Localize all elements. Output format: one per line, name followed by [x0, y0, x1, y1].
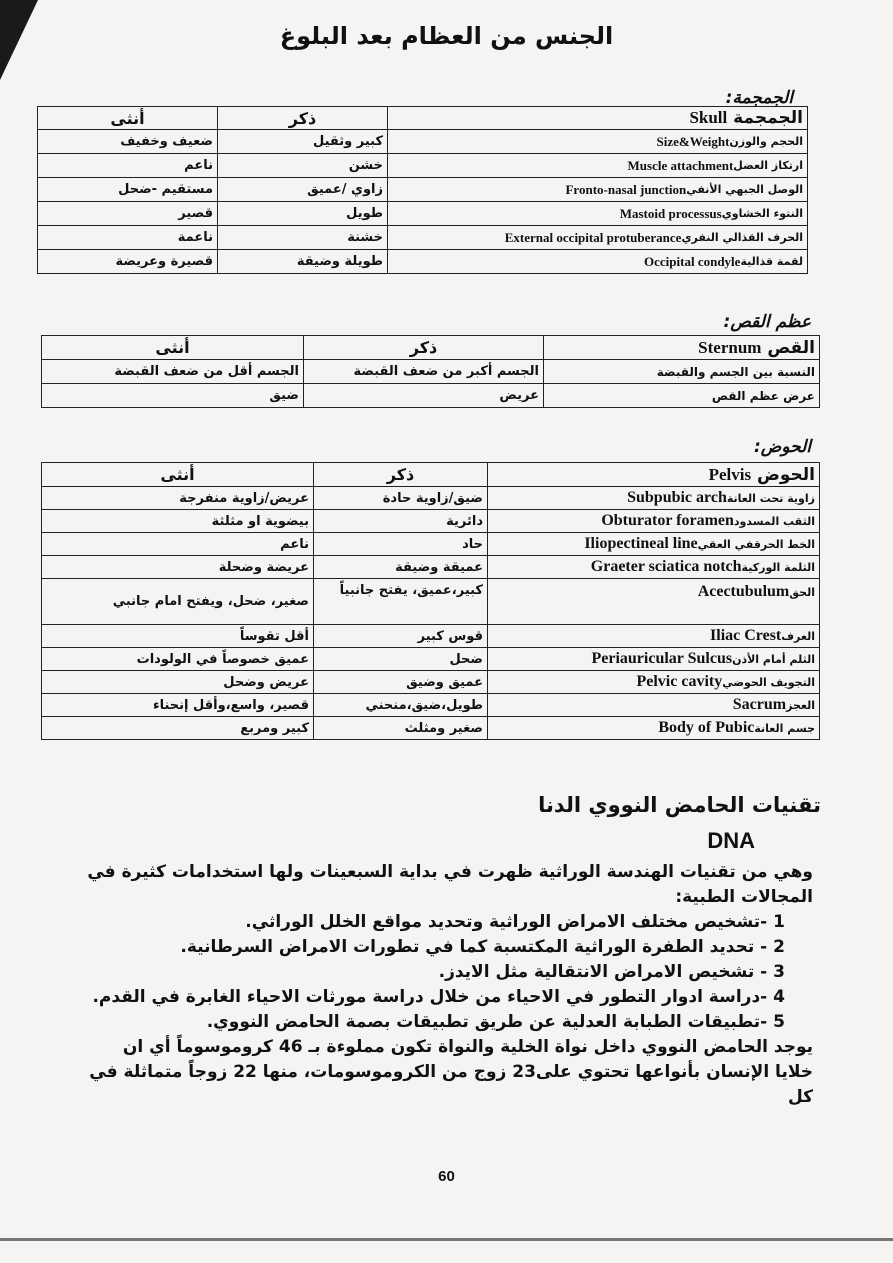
table-row: [42, 694, 820, 717]
feature-cell: [388, 226, 808, 250]
female-cell: صغير، ضحل، ويفتح امام جانبي: [42, 579, 314, 625]
feature-name-ar: العرف: [781, 629, 815, 643]
feature-cell-content: [492, 650, 815, 668]
male-cell: طويلة وضيقة: [218, 250, 388, 274]
table-row: [42, 360, 820, 384]
feature-name-en: External occipital protuberance: [504, 229, 682, 245]
skull-feature-header: الجمجمة Skull: [388, 107, 808, 130]
female-cell: بيضوية او مثلثة: [42, 510, 314, 533]
female-cell: عريض وضحل: [42, 671, 314, 694]
feature-cell-content: [392, 206, 803, 222]
table-header-row: [42, 463, 820, 487]
male-header: ذكر: [314, 463, 488, 487]
feature-cell: [388, 154, 808, 178]
table-header-row: [42, 336, 820, 360]
feature-name-en: Acectubulum: [697, 583, 790, 600]
feature-name-ar: الثلم أمام الأذن: [732, 652, 815, 666]
skull-table: [37, 106, 808, 274]
pelvis-feature-header: الحوض Pelvis: [488, 463, 820, 487]
feature-name-ar: الحرف القذالي النفري: [681, 231, 803, 244]
feature-cell-content: [392, 182, 803, 198]
feature-name-en: Mastoid processus: [619, 205, 722, 221]
feature-name-en: Iliopectineal line: [584, 535, 698, 552]
table-row: [38, 226, 808, 250]
table-row: [42, 510, 820, 533]
page-bottom-edge: [0, 1238, 893, 1241]
table-row: [42, 717, 820, 740]
female-cell: ناعمة: [38, 226, 218, 250]
male-cell: خشنة: [218, 226, 388, 250]
female-cell: ضيق: [42, 384, 304, 408]
feature-cell-content: [492, 535, 815, 553]
feature-name-ar: الخط الحرقفي العقي: [697, 537, 815, 551]
feature-cell-content: [392, 158, 803, 174]
feature-name-en: Periauricular Sulcus: [591, 650, 733, 667]
feature-cell-content: [492, 627, 815, 645]
feature-cell: [488, 556, 820, 579]
female-cell: عريض/زاوية منفرجة: [42, 487, 314, 510]
feature-name-en: Muscle attachment: [627, 157, 734, 173]
feature-name-ar: النتوء الخشاوي: [721, 207, 803, 220]
feature-cell-content: [492, 489, 815, 507]
feature-cell: [488, 648, 820, 671]
male-cell: الجسم أكبر من ضعف القبضة: [304, 360, 544, 384]
male-cell: ضيق/زاوية حادة: [314, 487, 488, 510]
page-title: الجنس من العظام بعد البلوغ: [279, 22, 614, 50]
feature-cell: [488, 671, 820, 694]
male-header: ذكر: [218, 107, 388, 130]
table-row: [42, 556, 820, 579]
male-cell: زاوي /عميق: [218, 178, 388, 202]
feature-name-ar: الوصل الجبهي الأنفي: [686, 183, 803, 196]
female-cell: قصير: [38, 202, 218, 226]
dna-list: [83, 910, 813, 1035]
feature-name-en: Obturator foramen: [601, 512, 734, 529]
feature-cell-content: [492, 696, 815, 714]
female-cell: قصير، واسع،وأقل إنحناء: [42, 694, 314, 717]
table-row: [42, 671, 820, 694]
feature-cell: [388, 130, 808, 154]
feature-cell-content: [492, 558, 815, 576]
feature-name-ar: ارتكاز العضل: [733, 159, 803, 172]
dna-closing: يوجد الحامض النووي داخل نواة الخلية والنواة تكون مملوءة بـ 46 كروموسوماً أي ان خلايا الإنسان بأنواعها تحتوي على23 زوج من الكروموسومات، منها 22 زوجاً متماثلة في كل: [89, 1037, 813, 1107]
feature-cell: [488, 533, 820, 556]
feature-cell-content: [392, 134, 803, 150]
male-cell: قوس كبير: [314, 625, 488, 648]
feature-cell-content: [492, 512, 815, 530]
female-cell: ضعيف وخفيف: [38, 130, 218, 154]
female-cell: مستقيم -ضحل: [38, 178, 218, 202]
male-cell: طويل،ضيق،منحني: [314, 694, 488, 717]
male-cell: طويل: [218, 202, 388, 226]
table-header-row: [38, 107, 808, 130]
feature-cell: [388, 250, 808, 274]
feature-name-en: Subpubic arch: [627, 489, 727, 506]
feature-name-ar: الحق: [789, 585, 815, 599]
feature-name-en: Fronto-nasal junction: [565, 181, 687, 197]
dna-section-heading: تقنيات الحامض النووي الدنا: [538, 793, 821, 817]
female-cell: عريضة وضحلة: [42, 556, 314, 579]
feature-cell: [488, 487, 820, 510]
feature-name-en: Body of Pubic: [658, 719, 755, 736]
female-header: أنثى: [42, 463, 314, 487]
list-item: 4 -دراسة ادوار التطور في الاحياء من خلال دراسة مورثات الاحياء الغابرة في القدم.: [92, 987, 785, 1007]
pelvis-table: [41, 462, 820, 740]
list-item: 3 - تشخيص الامراض الانتقالية مثل الايدز.: [438, 962, 785, 982]
feature-cell: [488, 510, 820, 533]
sternum-section-label: عظم القص:: [723, 312, 811, 332]
feature-cell: عرض عظم القص: [544, 384, 820, 408]
female-cell: الجسم أقل من ضعف القبضة: [42, 360, 304, 384]
feature-cell-content: [492, 673, 815, 691]
female-cell: قصيرة وعريضة: [38, 250, 218, 274]
male-cell: دائرية: [314, 510, 488, 533]
feature-cell: النسبة بين الجسم والقبضة: [544, 360, 820, 384]
feature-name-ar: العجز: [786, 698, 815, 712]
dna-body: [83, 860, 813, 1110]
male-cell: عميقة وضيقة: [314, 556, 488, 579]
feature-name-ar: الحجم والوزن: [729, 135, 803, 148]
feature-cell: [388, 202, 808, 226]
feature-cell: [488, 625, 820, 648]
feature-name-en: Size&Weight: [656, 133, 730, 149]
feature-cell-content: [392, 230, 803, 246]
table-row: [42, 533, 820, 556]
male-cell: ضحل: [314, 648, 488, 671]
table-row: [38, 178, 808, 202]
feature-name-ar: الثلمة الوركية: [741, 560, 815, 574]
sternum-table: [41, 335, 820, 408]
table-row: [42, 648, 820, 671]
feature-cell: [488, 717, 820, 740]
feature-cell: [488, 579, 820, 625]
male-cell: عريض: [304, 384, 544, 408]
feature-name-ar: الثقب المسدود: [733, 514, 815, 528]
page-number: 60: [438, 1168, 455, 1185]
female-cell: أقل تقوساً: [42, 625, 314, 648]
female-cell: ناعم: [42, 533, 314, 556]
female-cell: كبير ومربع: [42, 717, 314, 740]
male-cell: عميق وضيق: [314, 671, 488, 694]
table-row: [38, 250, 808, 274]
table-row: [42, 487, 820, 510]
male-cell: كبير،عميق، يفتح جانبياً: [314, 579, 488, 625]
female-header: أنثى: [42, 336, 304, 360]
table-row: [42, 384, 820, 408]
female-cell: ناعم: [38, 154, 218, 178]
pelvis-section-label: الحوض:: [753, 437, 811, 457]
feature-name-en: Pelvic cavity: [636, 673, 723, 690]
feature-cell-content: [392, 254, 803, 270]
feature-name-ar: جسم العانة: [754, 721, 815, 735]
female-cell: عميق خصوصاً في الولودات: [42, 648, 314, 671]
male-cell: خشن: [218, 154, 388, 178]
skull-section-label: الجمجمة:: [725, 88, 793, 108]
dna-subheading: DNA: [707, 828, 755, 853]
male-cell: صغير ومثلث: [314, 717, 488, 740]
dna-intro: وهي من تقنيات الهندسة الوراثية ظهرت في بداية السبعينات ولها استخدامات كثيرة في المجالات الطبية:: [87, 862, 813, 907]
male-cell: كبير وثقيل: [218, 130, 388, 154]
feature-name-ar: زاوية تحت العانة: [726, 491, 815, 505]
feature-cell: [488, 694, 820, 717]
male-header: ذكر: [304, 336, 544, 360]
sternum-feature-header: القص Sternum: [544, 336, 820, 360]
table-row: [42, 579, 820, 625]
feature-name-ar: لقمة قذالية: [740, 255, 803, 268]
table-row: [38, 130, 808, 154]
feature-name-en: Occipital condyle: [644, 253, 741, 269]
list-item: 2 - تحديد الطفرة الوراثية المكتسبة كما في تطورات الامراض السرطانية.: [180, 937, 785, 957]
table-row: [38, 154, 808, 178]
feature-cell-content: [492, 719, 815, 737]
feature-cell-content: [492, 583, 815, 601]
feature-name-ar: التجويف الحوضي: [722, 675, 815, 689]
feature-cell: [388, 178, 808, 202]
list-item: 5 -تطبيقات الطبابة العدلية عن طريق تطبيقات بصمة الحامض النووي.: [206, 1012, 785, 1032]
feature-name-en: Sacrum: [732, 696, 787, 713]
table-row: [38, 202, 808, 226]
table-row: [42, 625, 820, 648]
list-item: 1 -تشخيص مختلف الامراض الوراثية وتحديد مواقع الخلل الوراثي.: [245, 912, 785, 932]
female-header: أنثى: [38, 107, 218, 130]
male-cell: حاد: [314, 533, 488, 556]
feature-name-en: Graeter sciatica notch: [590, 558, 742, 575]
feature-name-en: Iliac Crest: [710, 627, 782, 644]
